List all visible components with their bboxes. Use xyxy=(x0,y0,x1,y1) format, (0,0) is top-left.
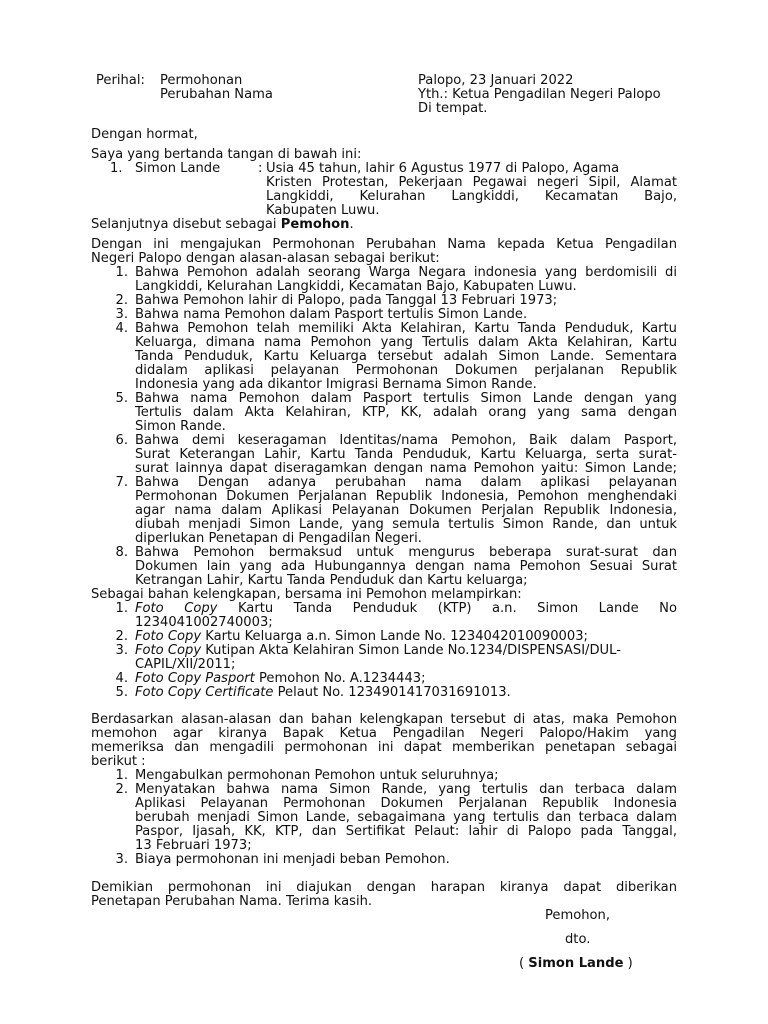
reason-line: Permohonan Dokumen Perjalanan Republik Indonesia, Pemohon menghendaki xyxy=(135,489,677,504)
request-line: Menyatakan bahwa nama Simon Rande, yang tertulis dan terbaca dalam xyxy=(135,782,677,797)
attachment-label: Foto Copy Certificate xyxy=(135,685,274,700)
reason-line: Bahwa Pemohon telah memiliki Akta Kelahiran, Kartu Tanda Penduduk, Kartu xyxy=(135,321,677,336)
reason-line: Simon Rande. xyxy=(135,419,226,434)
reason-number: 5. xyxy=(115,391,128,406)
designation-term: Pemohon xyxy=(280,217,350,232)
conclusion-line: Berdasarkan alasan-alasan dan bahan kelengkapan tersebut di atas, maka Pemohon xyxy=(91,712,677,727)
perihal-line-2: Perubahan Nama xyxy=(160,87,273,102)
reason-number: 8. xyxy=(115,545,128,560)
reason-number: 2. xyxy=(115,293,128,308)
reason-number: 4. xyxy=(115,321,128,336)
attachment-number: 1. xyxy=(115,601,128,616)
reason-line: Tertulis dalam Akta Kelahiran, KTP, KK, adalah orang yang sama dengan xyxy=(135,405,677,420)
request-line: Aplikasi Pelayanan Permohonan Dokumen Perjalanan Republik Indonesia xyxy=(135,796,677,811)
reason-line: Bahwa nama Pemohon dalam Pasport tertulis Simon Lande dengan yang xyxy=(135,391,677,406)
signature-name xyxy=(519,956,633,971)
attachment-label: Foto Copy xyxy=(135,643,202,658)
intro-text: Saya yang bertanda tangan di bawah ini: xyxy=(91,147,362,162)
reason-line: Bahwa nama Pemohon dalam Pasport tertulis Simon Lande. xyxy=(135,307,528,322)
reason-number: 1. xyxy=(115,265,128,280)
reason-line: Indonesia yang ada dikantor Imigrasi Bernama Simon Rande. xyxy=(135,377,537,392)
reason-line: Keluarga, dimana nama Pemohon yang Tertulis dalam Akta Kelahiran, Kartu xyxy=(135,335,677,350)
reason-line: Bahwa Pemohon lahir di Palopo, pada Tanggal 13 Februari 1973; xyxy=(135,293,558,308)
applicant-name: Simon Lande xyxy=(135,161,221,176)
request-number: 3. xyxy=(115,852,128,867)
applicant-desc-line: Usia 45 tahun, lahir 6 Agustus 1977 di Palopo, Agama xyxy=(266,161,620,176)
request-line: berubah menjadi Simon Lande, sebagaimana yang tertulis dan terbaca dalam xyxy=(135,810,677,825)
conclusion-line: memohon agar kiranya Bapak Ketua Pengadilan Negeri Palopo/Hakim yang xyxy=(91,726,677,741)
reason-line: Bahwa Dengan adanya perubahan nama dalam aplikasi pelayanan xyxy=(135,475,677,490)
request-number: 2. xyxy=(115,782,128,797)
perihal-label: Perihal: xyxy=(96,73,145,88)
attachment-line xyxy=(135,685,511,700)
attachment-label: Foto Copy Pasport xyxy=(135,671,255,686)
request-number: 1. xyxy=(115,768,128,783)
reason-line: Bahwa Pemohon bermaksud untuk mengurus beberapa surat-surat dan xyxy=(135,545,677,560)
request-line: Mengabulkan permohonan Pemohon untuk seluruhnya; xyxy=(135,768,499,783)
applicant-number: 1. xyxy=(110,161,123,176)
reason-line: Ketrangan Lahir, Kartu Tanda Penduduk dan Kartu keluarga; xyxy=(135,573,528,588)
attachment-line-2: CAPIL/XII/2011; xyxy=(135,657,236,672)
attachment-text: Kartu Keluarga a.n. Simon Lande No. 1234042010090003; xyxy=(201,629,588,644)
applicant-desc-line: Kristen Protestan, Pekerjaan Pegawai negeri Sipil, Alamat xyxy=(266,175,677,190)
perihal-line-1: Permohonan xyxy=(160,73,243,88)
reason-line: Tanda Penduduk, Kartu Keluarga tersebut adalah Simon Lande. Sementara xyxy=(135,349,677,364)
attachment-line-2: 1234041002740003; xyxy=(135,615,273,630)
signature-open: ( xyxy=(519,956,529,971)
attachment-text: Pelaut No. 1234901417031691013. xyxy=(273,685,511,700)
attachments-intro: Sebagai bahan kelengkapan, bersama ini Pemohon melampirkan: xyxy=(91,587,522,602)
reason-number: 7. xyxy=(115,475,128,490)
signature-close: ) xyxy=(623,956,633,971)
attachment-label: Foto Copy xyxy=(135,601,218,616)
conclusion-line: memeriksa dan mengadili permohonan ini dapat memberikan penetapan sebagai xyxy=(91,740,677,755)
attachment-line xyxy=(135,629,588,644)
reason-line: Surat Keterangan Lahir, Kartu Tanda Penduduk, Kartu Keluarga, serta surat- xyxy=(135,447,677,462)
reason-line: agar nama dalam Aplikasi Pelayanan Dokumen Perjalan Republik Indonesia, xyxy=(135,503,677,518)
signature-role: Pemohon, xyxy=(545,908,611,923)
attachment-number: 5. xyxy=(115,685,128,700)
place-date: Palopo, 23 Januari 2022 xyxy=(418,73,574,88)
recipient: Yth.: Ketua Pengadilan Negeri Palopo xyxy=(418,87,661,102)
attachment-number: 3. xyxy=(115,643,128,658)
applicant-desc-line: Kabupaten Luwu. xyxy=(266,203,380,218)
attachment-text: Kutipan Akta Kelahiran Simon Lande No.1234/DISPENSASI/DUL- xyxy=(201,643,621,658)
attachment-text: Kartu Tanda Penduduk (KTP) a.n. Simon Lande No xyxy=(217,601,677,616)
reason-line: Dokumen lain yang ada Hubungannya dengan nama Pemohon Sesuai Surat xyxy=(135,559,677,574)
request-line: 13 Februari 1973; xyxy=(135,838,252,853)
petition-intro-line: Negeri Palopo dengan alasan-alasan sebagai berikut: xyxy=(91,251,440,266)
signer-name: Simon Lande xyxy=(528,956,624,971)
reason-line: Bahwa Pemohon adalah seorang Warga Negara indonesia yang berdomisili di xyxy=(135,265,677,280)
attachment-number: 4. xyxy=(115,671,128,686)
applicant-colon: : xyxy=(258,161,263,176)
reason-line: Langkiddi, Kelurahan Langkiddi, Kecamatan Bajo, Kabupaten Luwu. xyxy=(135,279,577,294)
closing-line: Demikian permohonan ini diajukan dengan harapan kiranya dapat diberikan xyxy=(91,880,677,895)
request-line: Paspor, Ijasah, KK, KTP, dan Sertifikat Pelaut: lahir di Palopo pada Tanggal, xyxy=(135,824,677,839)
reason-line: surat lainnya dapat diseragamkan dengan nama Pemohon yaitu: Simon Lande; xyxy=(135,461,677,476)
greeting: Dengan hormat, xyxy=(91,127,198,142)
reason-line: didalam aplikasi pelayanan Permohonan Dokumen perjalanan Republik xyxy=(135,363,677,378)
attachment-line xyxy=(135,601,677,616)
closing-line: Penetapan Perubahan Nama. Terima kasih. xyxy=(91,894,373,909)
attachment-text: Pemohon No. A.1234443; xyxy=(254,671,426,686)
attachment-number: 2. xyxy=(115,629,128,644)
petition-intro-line: Dengan ini mengajukan Permohonan Perubahan Nama kepada Ketua Pengadilan xyxy=(91,237,677,252)
applicant-desc-line: Langkiddi, Kelurahan Langkiddi, Kecamatan Bajo, xyxy=(266,189,677,204)
request-line: Biaya permohonan ini menjadi beban Pemohon. xyxy=(135,852,450,867)
designation-suffix: . xyxy=(349,217,354,232)
reason-line: Bahwa demi keseragaman Identitas/nama Pemohon, Baik dalam Pasport, xyxy=(135,433,677,448)
conclusion-line: berikut : xyxy=(91,754,146,769)
designation-prefix: Selanjutnya disebut sebagai xyxy=(91,217,281,232)
reason-number: 6. xyxy=(115,433,128,448)
reason-line: diubah menjadi Simon Lande, yang semula tertulis Simon Rande, dan untuk xyxy=(135,517,677,532)
recipient-place: Di tempat. xyxy=(418,101,488,116)
attachment-line xyxy=(135,643,621,658)
attachment-line xyxy=(135,671,426,686)
designation xyxy=(91,217,354,232)
reason-line: diperlukan Penetapan di Pengadilan Negeri. xyxy=(135,531,422,546)
signature-mark: dto. xyxy=(565,932,591,947)
attachment-label: Foto Copy xyxy=(135,629,202,644)
reason-number: 3. xyxy=(115,307,128,322)
